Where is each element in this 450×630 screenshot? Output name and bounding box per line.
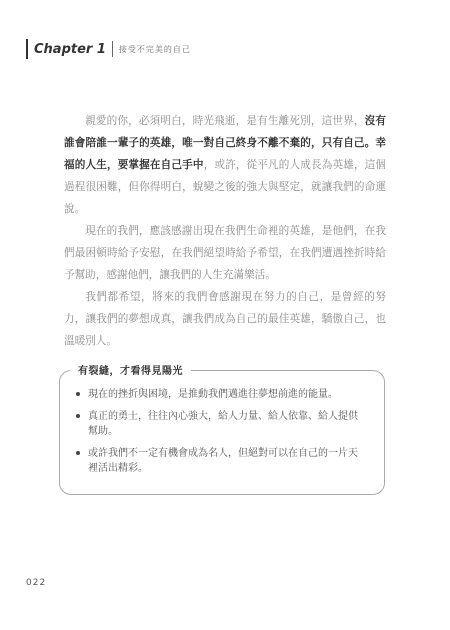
running-header <box>26 38 191 60</box>
paragraph-3: 我們都希望，將來的我們會感謝現在努力的自己，是曾經的努力，讓我們的夢想成真，讓我們成為自己的最佳英雄，驕傲自己，也溫暖別人。 <box>64 291 386 347</box>
paragraph-1 <box>64 110 386 220</box>
tip-item: 或許我們不一定有機會成為名人，但絕對可以在自己的一片天裡活出精彩。 <box>76 446 366 476</box>
tip-list <box>76 387 366 483</box>
chapter-subtitle: 接受不完美的自己 <box>118 44 191 54</box>
page-number: 022 <box>26 578 47 588</box>
paragraph-1-start: 親愛的你，必須明白，時光飛逝，是有生離死別，這世界， <box>85 115 365 127</box>
header-bar <box>26 39 28 59</box>
header-separator <box>112 41 113 57</box>
body-text <box>64 110 386 352</box>
tip-item: 真正的勇士，往往內心強大，給人力量、給人依靠、給人提供幫助。 <box>76 409 366 439</box>
tip-box <box>59 366 385 495</box>
paragraph-1-end: ，或許，從平凡的人成長為英雄，這個過程很困難，但你得明白，蛻變之後的強大與堅定，就讓我們的命運說。 <box>64 159 387 215</box>
paragraph-2: 現在的我們，應該感謝出現在我們生命裡的英雄，是他們，在我們最困頓時給予安慰，在我們絕望時給予希望，在我們遭遇挫折時給予幫助，感謝他們，讓我們的人生充滿樂活。 <box>64 225 386 281</box>
chapter-label: Chapter 1 <box>34 41 106 57</box>
paragraph-1-emphasis: 沒有誰會陪誰一輩子的英雄，唯一對自己終身不離不棄的，只有自己。幸福的人生，要掌握在自己手中 <box>64 115 386 171</box>
tip-box-title: 有裂縫，才看得見陽光 <box>70 362 191 377</box>
tip-item: 現在的挫折與困境，是推動我們邁進往夢想前進的能量。 <box>76 387 366 402</box>
